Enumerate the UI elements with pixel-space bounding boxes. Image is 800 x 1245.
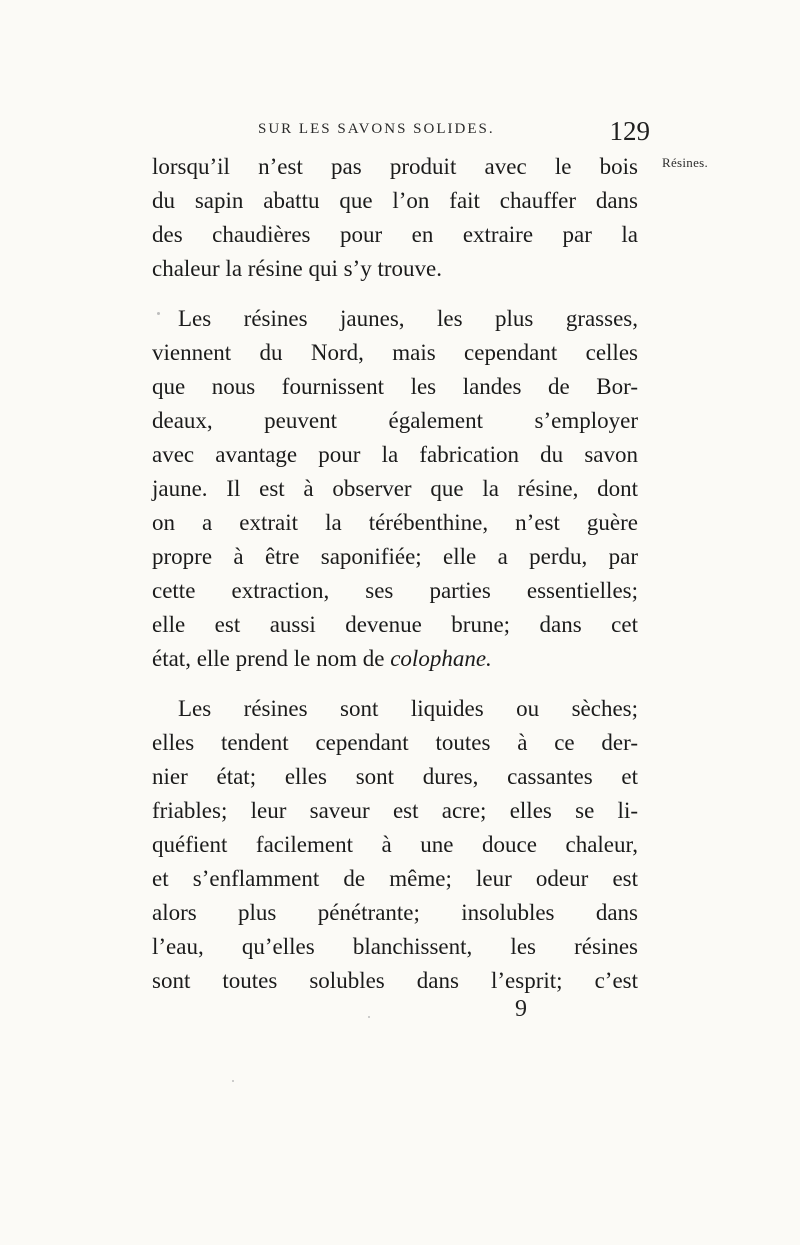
running-head [258, 118, 650, 148]
text-line: propre à être saponifiée; elle a perdu, par [152, 544, 638, 569]
text-line: nier état; elles sont dures, cassantes et [152, 764, 638, 789]
text-line: friables; leur saveur est acre; elles se li- [152, 798, 638, 823]
text-line: Les résines sont liquides ou sèches; [178, 696, 638, 721]
text-line: jaune. Il est à observer que la résine, dont [152, 476, 638, 501]
text-line: elle est aussi devenue brune; dans cet [152, 612, 638, 637]
paper-speck [368, 1016, 370, 1018]
margin-note: Résines. [662, 155, 709, 170]
text-line: alors plus pénétrante; insolubles dans [152, 900, 638, 925]
text-line: lorsqu’il n’est pas produit avec le bois [152, 154, 638, 179]
text-line: quéfient facilement à une douce chaleur, [152, 832, 638, 857]
paper-speck [157, 312, 160, 315]
paragraph-1 [152, 150, 638, 286]
running-head-title: SUR LES SAVONS SOLIDES. [258, 121, 495, 137]
text-line: chaleur la résine qui s’y trouve. [152, 256, 442, 281]
text-line: et s’enflamment de même; leur odeur est [152, 866, 638, 891]
text-line: des chaudières pour en extraire par la [152, 222, 638, 247]
page-number: 129 [609, 116, 650, 146]
text-line: viennent du Nord, mais cependant celles [152, 340, 638, 365]
paragraph-3 [152, 692, 638, 998]
italic-term: colophane. [390, 646, 492, 671]
paragraph-2 [152, 302, 638, 676]
paper-speck [232, 1080, 234, 1082]
text-line: que nous fournissent les landes de Bor- [152, 374, 638, 399]
body-text [152, 150, 638, 998]
text-line: cette extraction, ses parties essentielles; [152, 578, 638, 603]
signature-mark: 9 [515, 996, 527, 1022]
text-line: Les résines jaunes, les plus grasses, [178, 306, 638, 331]
text-line: du sapin abattu que l’on fait chauffer dans [152, 188, 638, 213]
text-line: l’eau, qu’elles blanchissent, les résines [152, 934, 638, 959]
text-line: on a extrait la térébenthine, n’est guère [152, 510, 638, 535]
text-line: deaux, peuvent également s’employer [152, 408, 638, 433]
text-line: sont toutes solubles dans l’esprit; c’est [152, 968, 638, 993]
text-span: état, elle prend le nom de [152, 646, 391, 671]
text-line-last [152, 642, 638, 676]
text-line: elles tendent cependant toutes à ce der- [152, 730, 638, 755]
text-line: avec avantage pour la fabrication du savon [152, 442, 638, 467]
